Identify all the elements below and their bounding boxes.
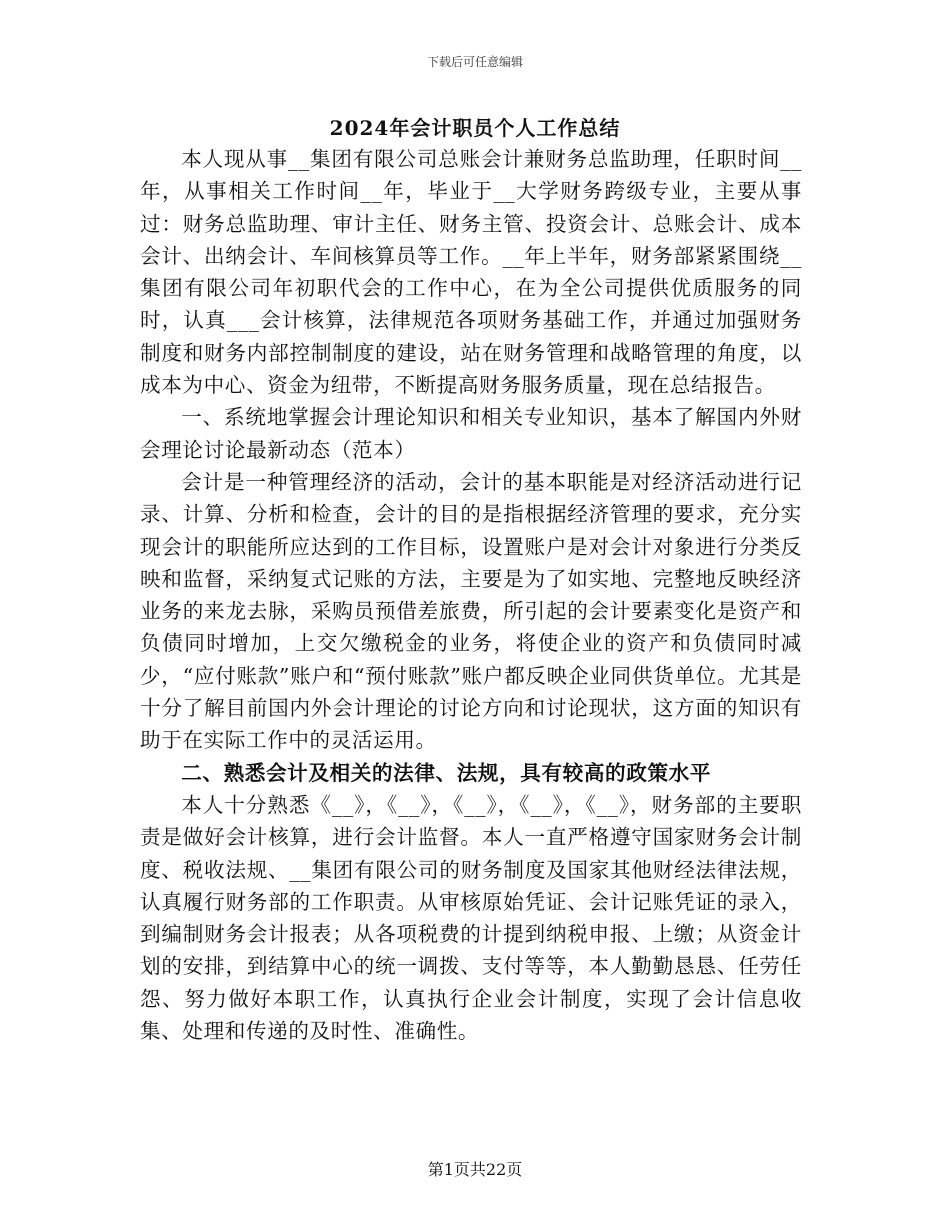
page-footer: 第1页共22页	[427, 1160, 523, 1179]
document-title: 2024年会计职员个人工作总结	[329, 116, 621, 140]
section-2-paragraph: 本人十分熟悉《__》，《__》，《__》，《__》，《__》，财务部的主要职责是做好会计核算，进行会计监督。本人一直严格遵守国家财务会计制度、税收法规、__集团有限公司的财务制度及国家其他财经法律法规，认真履行财务部的工作职责。从审核原始凭证、会计记账凭证的录入，到编制财务会计报表；从各项税费的计提到纳税申报、上缴；从资金计划的安排，到结算中心的统一调拨、支付等等，本人勤勤恳恳、任劳任怨、努力做好本职工作，认真执行企业会计制度，实现了会计信息收集、处理和传递的及时性、准确性。	[140, 792, 802, 1044]
intro-paragraph: 本人现从事__集团有限公司总账会计兼财务总监助理，任职时间__年，从事相关工作时间__年，毕业于__大学财务跨级专业，主要从事过：财务总监助理、审计主任、财务主管、投资会计、总账会计、成本会计、出纳会计、车间核算员等工作。__年上半年，财务部紧紧围绕__集团有限公司年初职代会的工作中心，在为全公司提供优质服务的同时，认真___会计核算，法律规范各项财务基础工作，并通过加强财务制度和财务内部控制制度的建设，站在财务管理和战略管理的角度，以成本为中心、资金为纽带，不断提高财务服务质量，现在总结报告。	[140, 147, 802, 398]
document-body	[140, 143, 802, 1047]
section-1-heading: 一、系统地掌握会计理论知识和相关专业知识，基本了解国内外财会理论讨论最新动态（范本）	[140, 405, 802, 462]
section-2-heading: 二、熟悉会计及相关的法律、法规，具有较高的政策水平	[181, 760, 712, 785]
section-1-paragraph: 会计是一种管理经济的活动，会计的基本职能是对经济活动进行记录、计算、分析和检查，会计的目的是指根据经济管理的要求，充分实现会计的职能所应达到的工作目标，设置账户是对会计对象进行分类反映和监督，采纳复式记账的方法，主要是为了如实地、完整地反映经济业务的来龙去脉，采购员预借差旅费，所引起的会计要素变化是资产和负债同时增加，上交欠缴税金的业务，将使企业的资产和负债同时减少，“应付账款”账户和“预付账款”账户都反映企业同供货单位。尤其是十分了解目前国内外会计理论的讨论方向和讨论现状，这方面的知识有助于在实际工作中的灵活运用。	[140, 469, 802, 753]
page-header: 下载后可任意编辑	[426, 55, 523, 69]
